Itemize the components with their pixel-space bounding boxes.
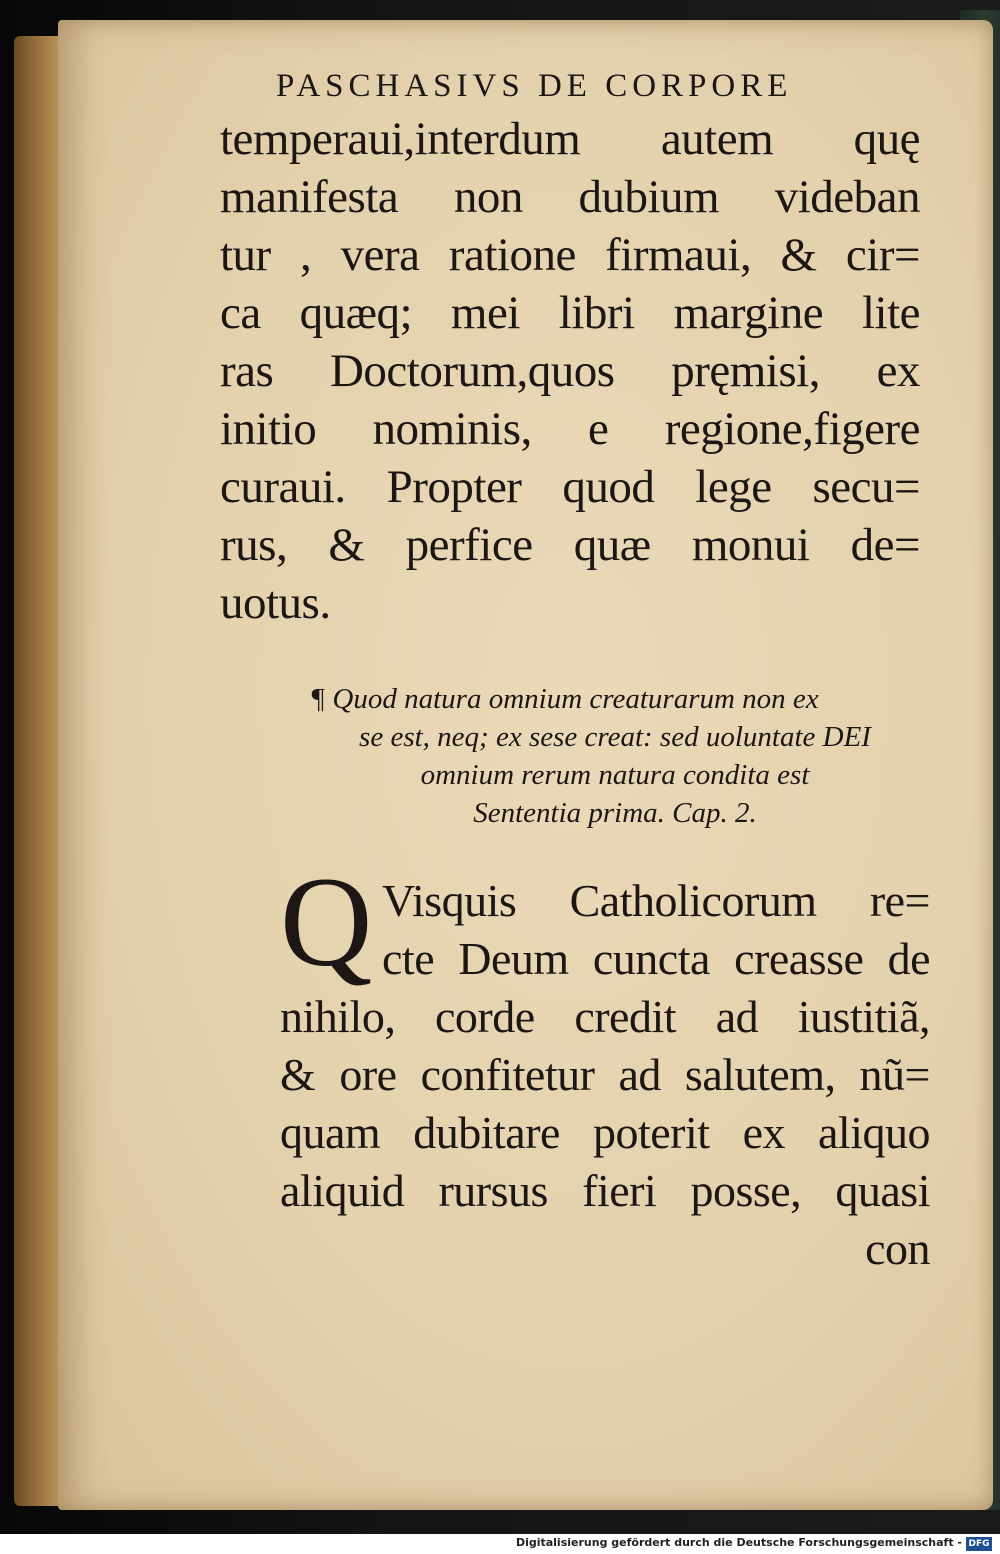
text-line: Visquis Catholicorum re= bbox=[382, 875, 930, 926]
text-line: initio nominis, e regione,figere bbox=[220, 403, 920, 455]
drop-cap-initial: Q bbox=[280, 851, 373, 993]
text-line: ca quæq; mei libri margine lite bbox=[220, 287, 920, 339]
chapter-heading-line: se est, neq; ex sese creat: sed uoluntate DEI bbox=[359, 721, 871, 753]
dfg-logo: DFG bbox=[966, 1537, 992, 1551]
text-block bbox=[220, 62, 920, 632]
text-line: nihilo, corde credit ad iustitiã, bbox=[280, 991, 930, 1042]
chapter-heading bbox=[310, 680, 920, 832]
text-line: uotus. bbox=[220, 577, 331, 629]
running-head: PASCHASIVS DE CORPORE bbox=[276, 68, 793, 104]
funding-credit: Digitalisierung gefördert durch die Deutsche Forschungsgemeinschaft - bbox=[515, 1536, 962, 1549]
text-line: aliquid rursus fieri posse, quasi bbox=[280, 1165, 930, 1216]
text-line: rus, & perfice quæ monui de= bbox=[220, 519, 920, 571]
digitization-footer bbox=[0, 1534, 1000, 1554]
text-line: manifesta non dubium videban bbox=[220, 171, 920, 223]
catchword: con bbox=[865, 1223, 930, 1274]
text-line: temperaui,interdum autem quę bbox=[220, 113, 920, 165]
text-line: cte Deum cuncta creasse de bbox=[382, 933, 930, 984]
text-line: curaui. Propter quod lege secu= bbox=[220, 461, 920, 513]
chapter-heading-line: omnium rerum natura condita est bbox=[420, 759, 810, 791]
text-line: ras Doctorum,quos pręmisi, ex bbox=[220, 345, 920, 397]
main-paragraph bbox=[280, 872, 930, 1278]
chapter-heading-line: Sententia prima. Cap. 2. bbox=[473, 797, 757, 829]
chapter-heading-line: ¶ Quod natura omnium creaturarum non ex bbox=[310, 683, 819, 715]
text-line: & ore confitetur ad salutem, nũ= bbox=[280, 1049, 930, 1100]
text-line: quam dubitare poterit ex aliquo bbox=[280, 1107, 930, 1158]
text-line: tur , vera ratione firmaui, & cir= bbox=[220, 229, 920, 281]
